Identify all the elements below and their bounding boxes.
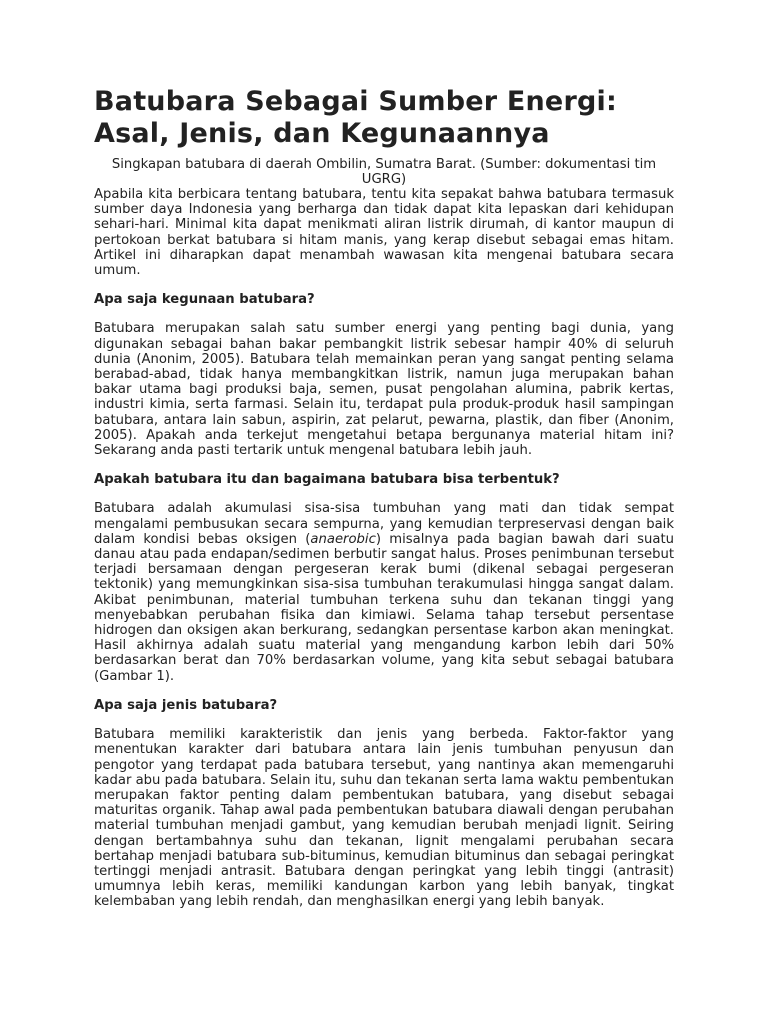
section-heading-types: Apa saja jenis batubara? xyxy=(94,697,278,713)
formation-italic-term: anaerobic xyxy=(310,531,376,547)
section-body-formation xyxy=(94,501,674,683)
article-title: Batubara Sebagai Sumber Energi: Asal, Jenis, dan Kegunaannya xyxy=(94,86,617,149)
section-heading-uses: Apa saja kegunaan batubara? xyxy=(94,292,315,308)
formation-text-part-1: Batubara adalah akumulasi sisa-sisa tumbuhan yang mati dan tidak sempat mengalami pembusukan secara sempurna, yang kemudian terpreservasi dengan baik dalam kondisi bebas oksigen ( xyxy=(94,501,674,547)
image-caption: Singkapan batubara di daerah Ombilin, Sumatra Barat. (Sumber: dokumentasi tim UGRG) xyxy=(111,157,657,187)
section-body-uses: Batubara merupakan salah satu sumber energi yang penting bagi dunia, yang digunakan sebagai bahan bakar pembangkit listrik sebesar hampir 40% di seluruh dunia (Anonim, 2005). Batubara telah memainkan peran yang sangat penting selama berabad-abad, tidak hanya membangkitkan listrik, namun juga merupakan bahan bakar utama bagi produksi baja, semen, pusat pengolahan alumina, pabrik kertas, industri kimia, serta farmasi. Selain itu, terdapat pula produk-produk hasil sampingan batubara, antara lain sabun, aspirin, zat pelarut, pewarna, plastik, dan fiber (Anonim, 2005). Apakah anda terkejut mengetahui betapa bergunanya material hitam ini? Sekarang anda pasti tertarik untuk mengenal batubara lebih jauh. xyxy=(94,321,674,459)
section-heading-formation: Apakah batubara itu dan bagaimana batubara bisa terbentuk? xyxy=(94,472,560,488)
formation-text-part-2: ) misalnya pada bagian bawah dari suatu danau atau pada endapan/sedimen berbutir sangat halus. Proses penimbunan tersebut terjadi bersamaan dengan pergeseran kerak bumi (dikenal sebagai pergeseran tektonik) yang memungkinkan sisa-sisa tumbuhan terakumulasi hingga sangat dalam. Akibat penimbunan, material tumbuhan terkena suhu dan tekanan tinggi yang menyebabkan perubahan fisika dan kimiawi. Selama tahap tersebut persentase hidrogen dan oksigen akan berkurang, sedangkan persentase karbon akan meningkat. Hasil akhirnya adalah suatu material yang mengandung karbon lebih dari 50% berdasarkan berat dan 70% berdasarkan volume, yang kita sebut sebagai batubara (Gambar 1). xyxy=(94,531,674,684)
section-body-types: Batubara memiliki karakteristik dan jenis yang berbeda. Faktor-faktor yang menentukan karakter dari batubara antara lain jenis tumbuhan penyusun dan pengotor yang terdapat pada batubara tersebut, yang nantinya akan memengaruhi kadar abu pada batubara. Selain itu, suhu dan tekanan serta lama waktu pembentukan merupakan faktor penting dalam pembentukan batubara, yang disebut sebagai maturitas organik. Tahap awal pada pembentukan batubara diawali dengan perubahan material tumbuhan menjadi gambut, yang kemudian berubah menjadi lignit. Seiring dengan bertambahnya suhu dan tekanan, lignit mengalami perubahan secara bertahap menjadi batubara sub-bituminus, kemudian bituminus dan sebagai peringkat tertinggi menjadi antrasit. Batubara dengan peringkat yang lebih tinggi (antrasit) umumnya lebih keras, memiliki kandungan karbon yang lebih banyak, tingkat kelembaban yang lebih rendah, dan menghasilkan energi yang lebih banyak. xyxy=(94,727,674,910)
intro-paragraph: Apabila kita berbicara tentang batubara, tentu kita sepakat bahwa batubara termasuk sumber daya Indonesia yang berharga dan tidak dapat kita lepaskan dari kehidupan sehari-hari. Minimal kita dapat menikmati aliran listrik dirumah, di kantor maupun di pertokoan berkat batubara si hitam manis, yang kerap disebut sebagai emas hitam. Artikel ini diharapkan dapat menambah wawasan kita mengenai batubara secara umum. xyxy=(94,187,674,279)
